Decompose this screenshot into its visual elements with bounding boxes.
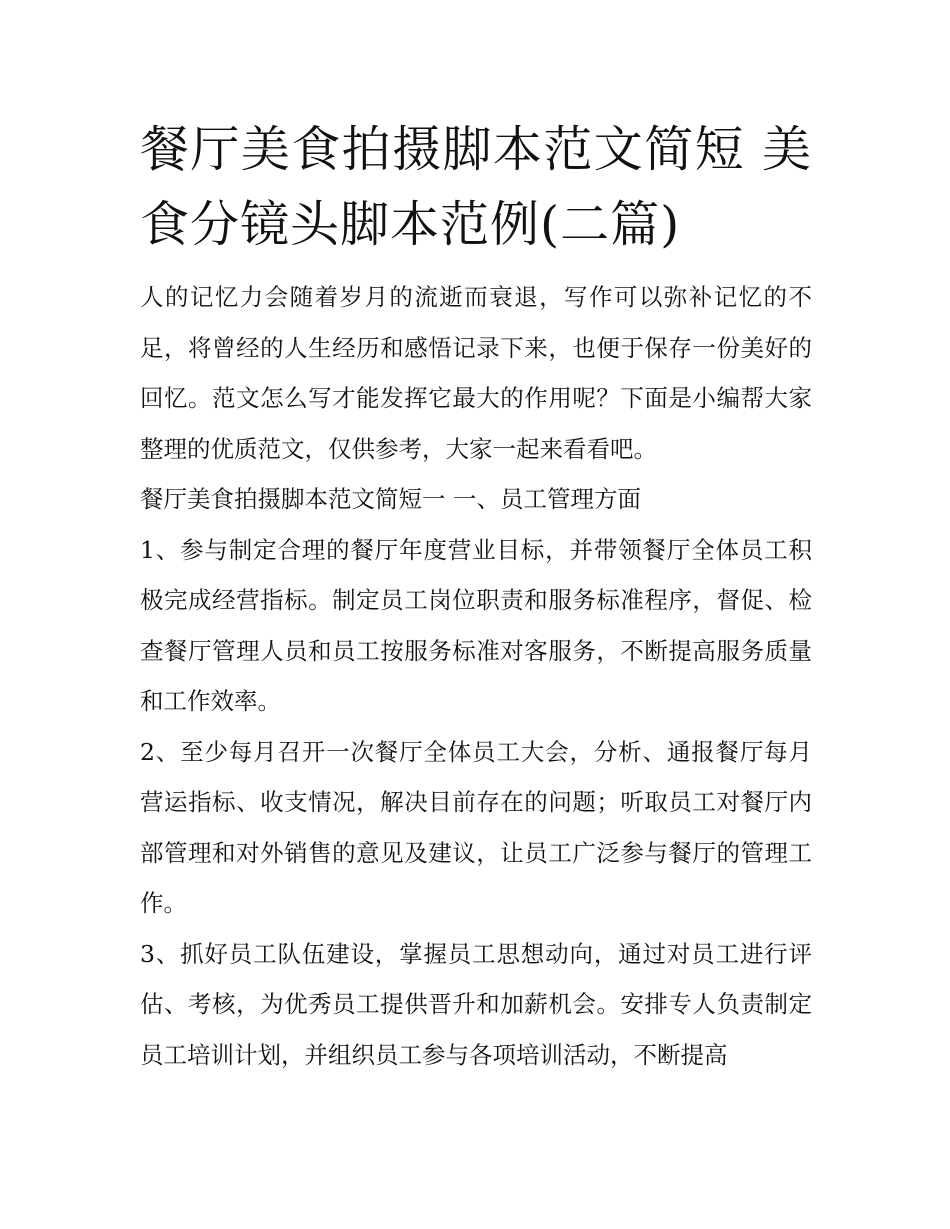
item-paragraph-2: 2、至少每月召开一次餐厅全体员工大会，分析、通报餐厅每月营运指标、收支情况，解决目前存在的问题；听取员工对餐厅内部管理和对外销售的意见及建议，让员工广泛参与餐厅的管理工作。 [140,737,812,917]
item-paragraph-3: 3、抓好员工队伍建设，掌握员工思想动向，通过对员工进行评估、考核，为优秀员工提供晋升和加薪机会。安排专人负责制定员工培训计划，并组织员工参与各项培训活动，不断提高 [140,939,812,1069]
intro-paragraph: 人的记忆力会随着岁月的流逝而衰退，写作可以弥补记忆的不足，将曾经的人生经历和感悟记录下来，也便于保存一份美好的回忆。范文怎么写才能发挥它最大的作用呢？下面是小编帮大家整理的优质范文，仅供参考，大家一起来看看吧。 [140,283,812,463]
document-title: 餐厅美食拍摄脚本范文简短 美食分镜头脚本范例(二篇) [140,121,812,253]
item-paragraph-1: 1、参与制定合理的餐厅年度营业目标，并带领餐厅全体员工积极完成经营指标。制定员工岗位职责和服务标准程序，督促、检查餐厅管理人员和员工按服务标准对客服务，不断提高服务质量和工作效率。 [140,535,812,715]
section-heading: 餐厅美食拍摄脚本范文简短一 一、员工管理方面 [140,485,641,513]
document-page [140,112,812,1080]
